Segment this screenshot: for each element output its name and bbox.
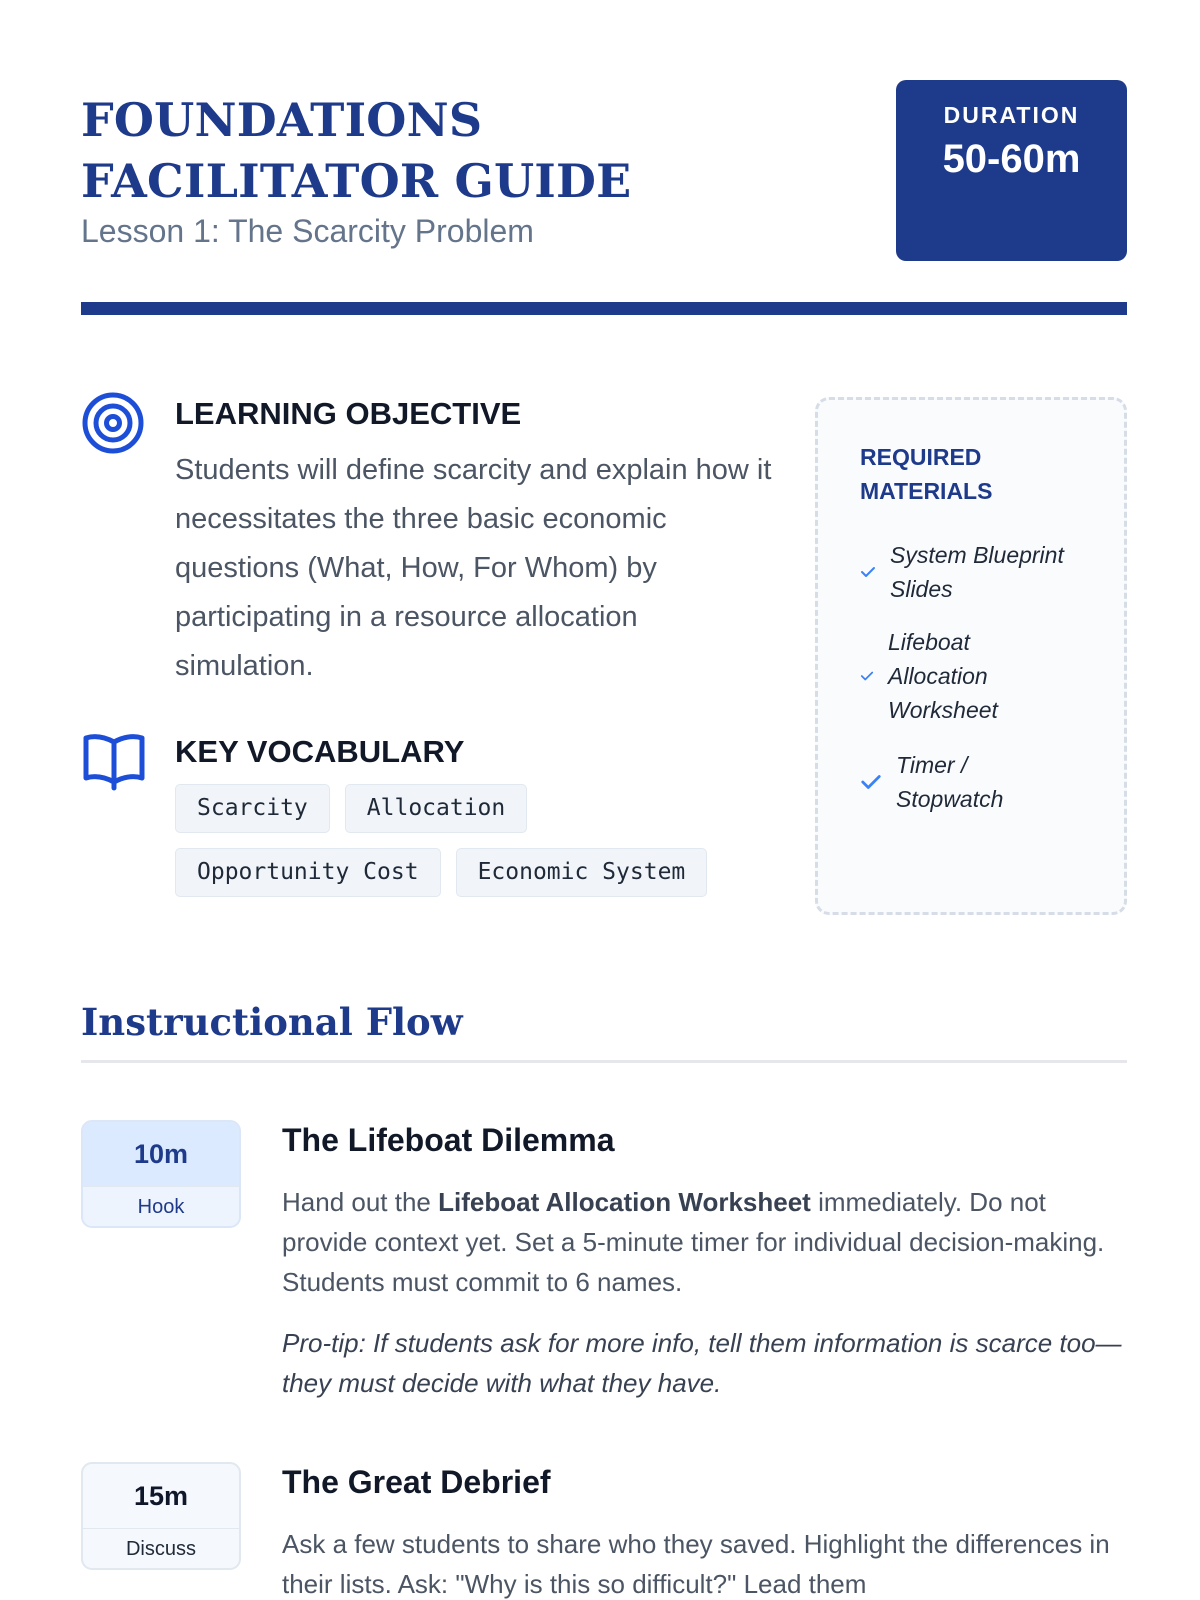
step-phase: Hook — [83, 1186, 239, 1228]
instructional-flow-title: Instructional Flow — [81, 1000, 463, 1044]
checkmark-icon — [860, 564, 876, 580]
learning-objective-section — [81, 390, 772, 690]
worksheet-reference: Lifeboat Allocation Worksheet — [438, 1187, 811, 1217]
step-time-badge — [81, 1462, 241, 1570]
objective-title: LEARNING OBJECTIVE — [175, 396, 522, 431]
lesson-subtitle: Lesson 1: The Scarcity Problem — [81, 213, 534, 249]
material-label: System Blueprint Slides — [890, 542, 1064, 602]
material-item — [860, 538, 1090, 606]
step-pro-tip: Pro-tip: If students ask for more info, tell them information is scarce too—they must decide with what they have. — [282, 1328, 1122, 1398]
materials-title: REQUIRED MATERIALS — [860, 444, 993, 504]
material-label: Timer / Stopwatch — [896, 752, 1004, 812]
step-time-badge — [81, 1120, 241, 1228]
vocab-term: Scarcity — [175, 784, 330, 833]
step-text-part: immediately. Do not provide context yet. Set a 5-minute timer for individual decision-making. Students must commit to 6 names. — [282, 1187, 1105, 1297]
facilitator-guide-page — [81, 80, 1127, 1599]
header-divider — [81, 302, 1127, 315]
vocab-term: Economic System — [456, 848, 708, 897]
objective-text: Students will define scarcity and explain how it necessitates the three basic economic questions (What, How, For Whom) by participating in a resource allocation simulation. — [175, 454, 772, 682]
duration-label: DURATION — [943, 102, 1080, 128]
key-vocabulary-section — [81, 728, 761, 908]
vocabulary-title: KEY VOCABULARY — [175, 734, 465, 769]
checkmark-icon — [860, 771, 882, 793]
flow-step — [81, 1120, 1127, 1420]
step-duration: 15m — [133, 1481, 189, 1511]
guide-title: FOUNDATIONS FACILITATOR GUIDE — [81, 93, 632, 208]
step-text-part: Hand out the — [282, 1187, 439, 1217]
vocab-term: Allocation — [345, 784, 527, 833]
vocabulary-list — [175, 784, 755, 897]
checkmark-icon — [860, 669, 874, 683]
duration-badge — [896, 80, 1127, 261]
open-book-icon — [81, 728, 147, 794]
step-phase: Discuss — [83, 1528, 239, 1570]
duration-value: 50-60m — [942, 137, 1081, 181]
target-icon — [81, 390, 147, 456]
guide-header — [81, 80, 1127, 260]
step-duration: 10m — [83, 1122, 239, 1186]
step-description: Ask a few students to share who they saved. Highlight the differences in their lists. Ask: "Why is this so difficult?" Lead them — [282, 1529, 1110, 1599]
required-materials-panel — [815, 397, 1127, 915]
step-title: The Lifeboat Dilemma — [282, 1122, 615, 1158]
material-label: Lifeboat Allocation Worksheet — [888, 629, 998, 723]
material-item — [860, 625, 1028, 727]
flow-divider — [81, 1060, 1127, 1063]
material-item — [860, 748, 1026, 816]
step-title: The Great Debrief — [282, 1464, 551, 1500]
flow-step — [81, 1462, 1127, 1600]
vocab-term: Opportunity Cost — [175, 848, 441, 897]
step-description — [282, 1182, 1127, 1302]
